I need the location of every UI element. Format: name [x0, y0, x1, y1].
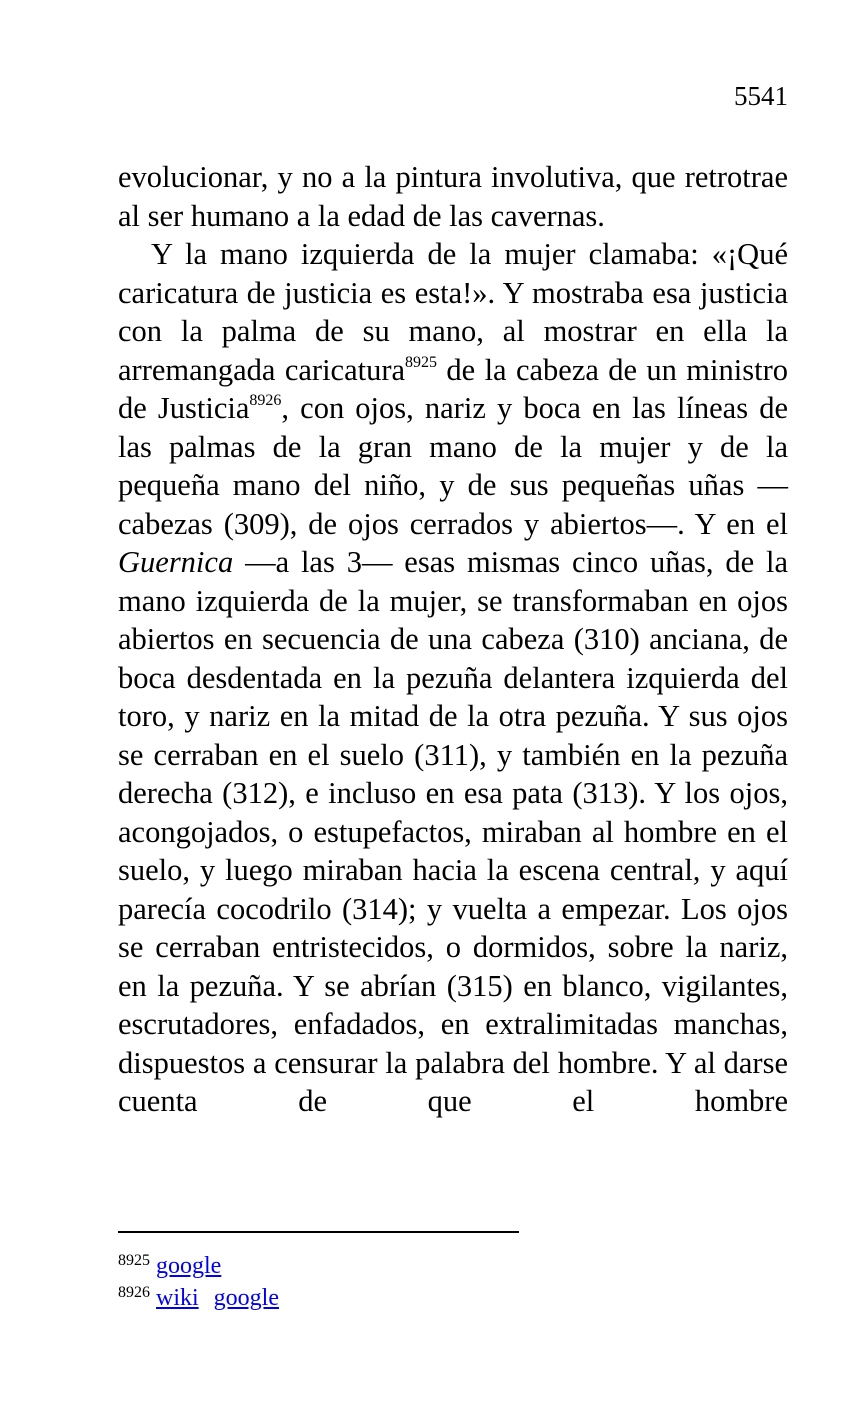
paragraph-2-text-d: —a las 3— esas mismas cinco uñas, de la mano izquierda de la mujer, se transformaban en ojos abiertos en secuencia de una cabeza (310) anciana, de boca desdentada en la pezuña delantera izquierda del toro, y nariz en la mitad de la otra pezuña. Y sus ojos se cerraban en el suelo (311), y también en la pezuña derecha (312), e incluso en esa pata (313). Y los ojos, acongojados, o estupefactos, miraban al hombre en el suelo, y luego miraban hacia la escena central, y aquí parecía cocodrilo (314); y vuelta a empezar. Los ojos se cerraban entristecidos, o dormidos, sobre la nariz, en la pezuña. Y se abrían (315) en blanco, vigilantes, escrutadores, enfadados, en extralimitadas manchas, dispuestos a censurar la palabra del hombre. Y al darse cuenta de que el hombre [118, 545, 788, 1118]
footnotes [118, 1250, 294, 1314]
paragraph-2-text-c: , con ojos, nariz y boca en las líneas de las palmas de la gran mano de la mujer y de la pequeña mano del niño, y de sus pequeñas uñas —cabezas (309), de ojos cerrados y abiertos—. Y en el [118, 391, 788, 541]
paragraph-2 [118, 235, 788, 1121]
paragraph-2-text-a: Y la mano izquierda de la mujer clamaba: «¡Qué caricatura de justicia es esta!». Y mostraba esa justicia con la palma de su mano, al mostrar en ella la arremangada caricatura [118, 237, 788, 387]
paragraph-1: evolucionar, y no a la pintura involutiva, que retrotrae al ser humano a la edad de las cavernas. [118, 160, 788, 233]
footnote-link-google[interactable]: google [156, 1253, 222, 1279]
footnote-divider [118, 1231, 519, 1233]
footnote-link-google[interactable]: google [213, 1285, 279, 1311]
footnote-link-wiki[interactable]: wiki [156, 1285, 199, 1311]
artwork-title-guernica: Guernica [118, 545, 234, 579]
body-text [118, 158, 788, 1121]
paragraph-2-text-b: de la cabeza de un ministro de Justicia [118, 352, 788, 425]
footnote-ref-8925[interactable]: 8925 [405, 353, 438, 371]
page-number: 5541 [734, 81, 788, 111]
footnote-8926 [118, 1282, 294, 1314]
footnote-ref-8926[interactable]: 8926 [249, 392, 282, 409]
footnote-8925 [118, 1250, 294, 1282]
footnote-number: 8925 [118, 1252, 150, 1269]
footnote-number: 8926 [118, 1284, 150, 1301]
